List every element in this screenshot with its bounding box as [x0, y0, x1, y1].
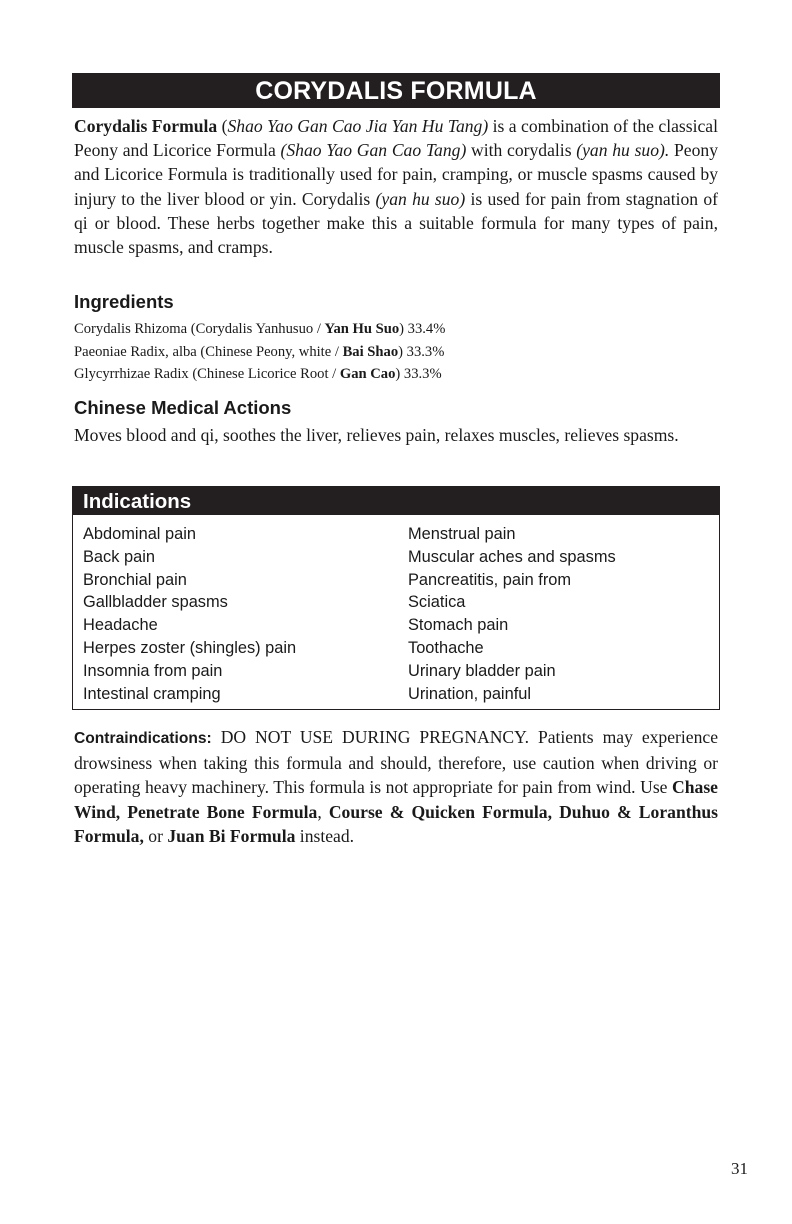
intro-text-4: Peony and Licorice Formula is traditionally used for pain, cramping, or muscle spasms caused by injury to the liver blood or yin. Corydalis: [74, 140, 718, 209]
indications-box: [72, 486, 720, 710]
ingredient-pinyin: Bai Shao: [342, 343, 399, 360]
ingredient-pinyin: Gan Cao: [339, 366, 396, 382]
ingredients-heading: Ingredients: [74, 291, 174, 312]
intro-text-5: is used for pain from stagnation of qi or blood. These herbs together make this a suitable formula for many types of pain, muscle spasms, and cramps.: [74, 188, 718, 258]
indications-heading: Indications: [73, 487, 719, 515]
ingredient-text: Paeoniae Radix, alba (Chinese Peony, white /: [74, 343, 343, 360]
peony-pinyin: (Shao Yao Gan Cao Tang): [280, 140, 467, 161]
ingredient-percent: ) 33.3%: [395, 366, 442, 382]
indications-left-column: [83, 523, 296, 705]
indication-item: Back pain: [83, 547, 155, 566]
contraindications-paragraph: [74, 725, 718, 848]
contraindications-label: Contraindications:: [74, 730, 212, 747]
page-title: CORYDALIS FORMULA: [72, 73, 720, 108]
actions-heading: Chinese Medical Actions: [74, 397, 292, 418]
indication-item: Urinary bladder pain: [408, 661, 556, 680]
ingredient-item: [74, 341, 718, 364]
indication-item: Insomnia from pain: [83, 661, 223, 680]
ingredient-pinyin: Yan Hu Suo: [324, 321, 400, 337]
page-number: 31: [731, 1159, 748, 1178]
ingredient-text: Glycyrrhizae Radix (Chinese Licorice Root /: [74, 366, 340, 382]
formula-name: Corydalis Formula: [74, 116, 218, 136]
ingredient-percent: ) 33.4%: [399, 321, 446, 337]
contra-text-4: instead.: [295, 825, 355, 846]
indication-item: Intestinal cramping: [83, 684, 221, 703]
corydalis-pinyin-2: (yan hu suo): [375, 188, 466, 209]
indication-item: Urination, painful: [408, 684, 532, 703]
indication-item: Abdominal pain: [83, 525, 196, 543]
indication-item: Herpes zoster (shingles) pain: [83, 638, 297, 657]
indication-item: Menstrual pain: [408, 525, 516, 543]
indication-item: Pancreatitis, pain from: [408, 570, 572, 589]
intro-text-3: with corydalis: [466, 140, 577, 161]
ingredient-item: [74, 318, 718, 341]
ingredients-list: [74, 318, 718, 386]
contra-text-3: or: [143, 825, 168, 846]
contra-text-1: DO NOT USE DURING PREGNANCY. Patients may experience drowsiness when taking this formula and should, therefore, use caution when driving or operating heavy machinery. This formula is not appropriate for pain from wind. Use: [74, 727, 718, 798]
contra-text-2: ,: [317, 801, 329, 822]
indication-item: Toothache: [408, 638, 484, 657]
intro-paragraph: [74, 114, 718, 259]
indication-item: Muscular aches and spasms: [408, 547, 616, 566]
indication-item: Gallbladder spasms: [83, 593, 228, 612]
intro-text-2: is a combination of the classical Peony and Licorice Formula: [74, 116, 718, 161]
intro-text-1: (: [217, 116, 228, 136]
indications-right-column: [408, 523, 616, 705]
formula-pinyin: Shao Yao Gan Cao Jia Yan Hu Tang): [227, 116, 489, 136]
indication-item: Bronchial pain: [83, 570, 187, 589]
actions-text: Moves blood and qi, soothes the liver, relieves pain, relaxes muscles, relieves spasms.: [74, 425, 679, 445]
alt-formula-1: Chase Wind, Penetrate Bone Formula: [74, 777, 718, 822]
ingredient-percent: ) 33.3%: [398, 343, 445, 360]
indication-item: Stomach pain: [408, 616, 509, 635]
ingredient-item: [74, 363, 718, 386]
alt-formula-2: Course & Quicken Formula, Duhuo & Loranthus Formula,: [74, 801, 719, 846]
indication-item: Headache: [83, 616, 158, 635]
alt-formula-3: Juan Bi Formula: [167, 825, 296, 846]
corydalis-pinyin-1: (yan hu suo).: [576, 140, 670, 161]
ingredient-text: Corydalis Rhizoma (Corydalis Yanhusuo /: [74, 321, 325, 337]
indication-item: Sciatica: [408, 593, 466, 612]
